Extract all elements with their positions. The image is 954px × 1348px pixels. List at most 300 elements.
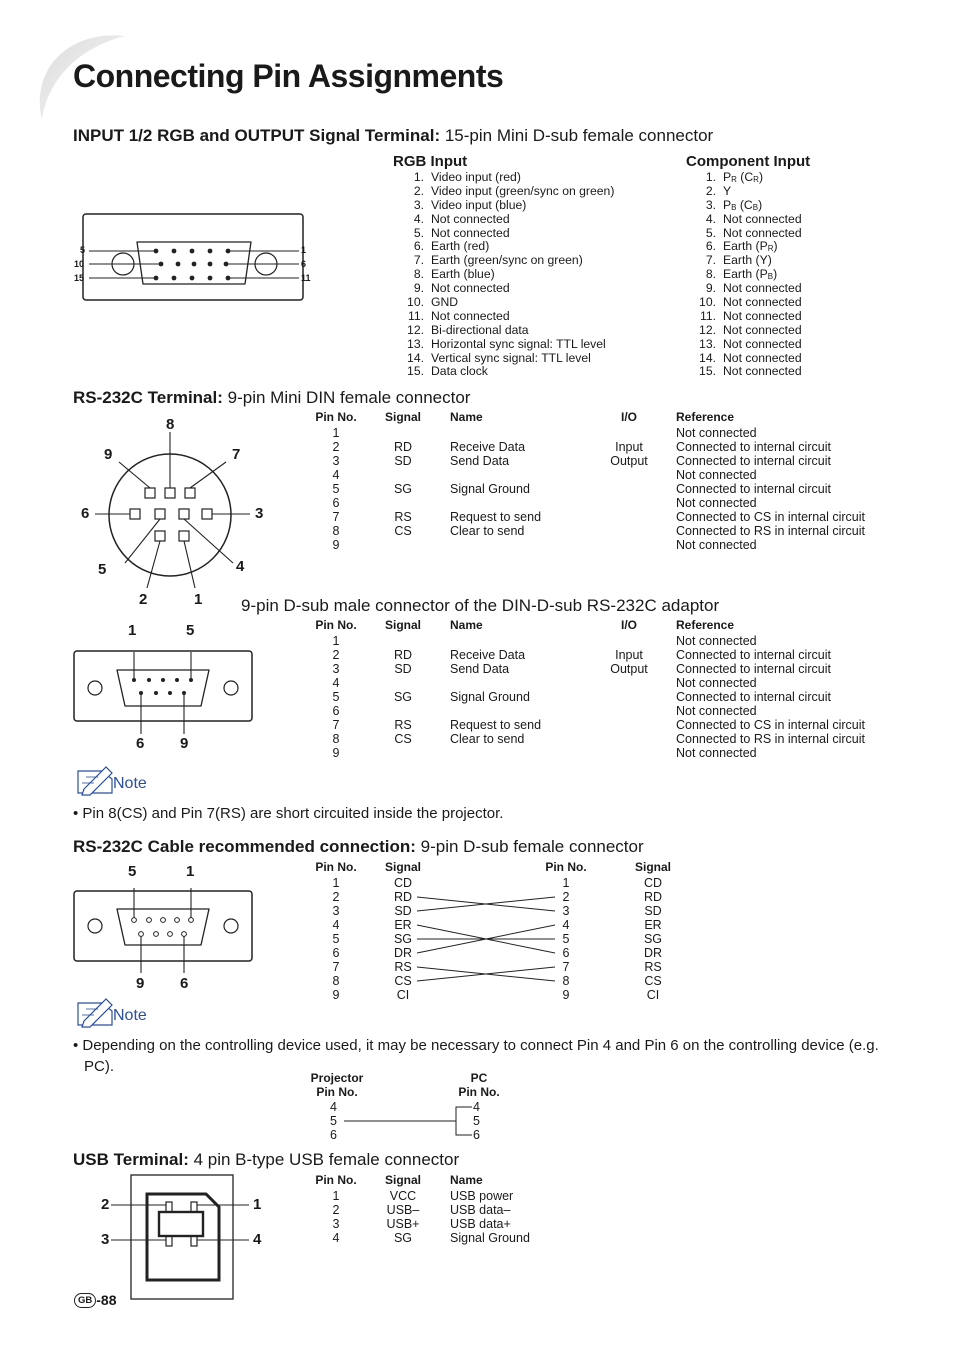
rgb-input-item: [394, 338, 614, 352]
rs232-heading-normal: 9-pin Mini DIN female connector: [222, 388, 471, 407]
table-row: [310, 746, 910, 760]
vga-connector-diagram: [75, 212, 315, 302]
rgb-input-item: [394, 310, 614, 324]
rgb-input-text: Earth (blue): [431, 267, 495, 282]
cable-heading-bold: RS-232C Cable recommended connection:: [73, 837, 416, 856]
rgb-input-item: [394, 185, 614, 199]
page-number: [74, 1292, 116, 1308]
cell-pin: 2: [332, 440, 340, 454]
usb-header-pin: Pin No.: [315, 1173, 357, 1187]
cable-right-pin: 8: [562, 974, 570, 988]
cell-pin: 5: [332, 482, 340, 496]
cell-pin: 4: [332, 468, 340, 482]
header-pin: Pin No.: [315, 410, 357, 424]
din-label-3: 3: [255, 505, 264, 522]
cell-name: Request to send: [450, 718, 542, 732]
rs232-terminal-heading: [73, 388, 470, 408]
cable-left-pin: 1: [332, 876, 340, 890]
cell-name: Signal Ground: [450, 482, 530, 496]
cell-signal: CS: [394, 524, 412, 538]
dsub-female-label-6: 6: [180, 975, 189, 992]
rgb-input-text: Vertical sync signal: TTL level: [431, 350, 591, 365]
cell-signal: SG: [393, 482, 413, 496]
table-row: [310, 440, 910, 454]
page-number-text: -88: [96, 1292, 117, 1308]
rgb-input-item: [394, 324, 614, 338]
rgb-input-text: Video input (blue): [431, 197, 527, 212]
component-input-text: Not connected: [723, 308, 802, 323]
rgb-input-text: Video input (green/sync on green): [431, 183, 615, 198]
component-input-item: [686, 365, 802, 379]
table-row: [310, 676, 910, 690]
rgb-input-list: [394, 171, 614, 379]
cell-ref: Connected to RS in internal circuit: [676, 524, 865, 538]
cell-ref: Not connected: [676, 634, 757, 648]
usb-cell-pin: 1: [332, 1189, 340, 1203]
cable-left-signal: DR: [393, 946, 413, 960]
rgb-input-number: 3.: [413, 197, 424, 212]
cable-right-signal: SD: [644, 904, 662, 918]
rgb-input-text: Not connected: [431, 211, 510, 226]
rgb-input-text: Not connected: [431, 281, 510, 296]
usb-pin-table: [310, 1173, 610, 1245]
rgb-input-number: 2.: [413, 183, 424, 198]
rgb-input-number: 8.: [413, 267, 424, 282]
component-input-text: Earth $(P_B)$: [723, 267, 778, 282]
component-input-number: 15.: [699, 364, 716, 379]
cell-ref: Not connected: [676, 746, 757, 760]
component-input-number: 11.: [699, 308, 716, 323]
table-row: [310, 496, 910, 510]
cable-header-sig_left: Signal: [384, 860, 421, 874]
cell-pin: 8: [332, 732, 340, 746]
cell-pin: 4: [332, 676, 340, 690]
dsub-adaptor-heading: 9-pin D-sub male connector of the DIN-D-sub RS-232C adaptor: [241, 596, 720, 615]
cell-signal: CS: [394, 732, 412, 746]
table-row: [310, 468, 910, 482]
din-label-2: 2: [139, 591, 148, 608]
component-input-text: $P_R$ $(C_R)$: [723, 170, 764, 184]
cable-right-signal: DR: [643, 946, 663, 960]
header-ref: Reference: [676, 618, 735, 632]
cable-left-pin: 2: [332, 890, 340, 904]
cable-left-pin: 6: [332, 946, 340, 960]
cell-signal: SD: [394, 662, 412, 676]
component-input-text: Not connected: [723, 336, 802, 351]
component-input-number: 12.: [699, 322, 716, 337]
cell-name: Send Data: [450, 454, 510, 468]
rgb-input-item: [394, 240, 614, 254]
cell-name: Clear to send: [450, 732, 525, 746]
rgb-input-text: Not connected: [431, 225, 510, 240]
din-label-6: 6: [81, 505, 90, 522]
rgb-input-number: 14.: [407, 350, 424, 365]
component-input-number: 8.: [705, 267, 716, 282]
usb-cell-pin: 2: [332, 1203, 340, 1217]
header-ref: Reference: [676, 410, 735, 424]
note1-bullet: • Pin 8(CS) and Pin 7(RS) are short circuited inside the projector.: [73, 805, 504, 822]
dsub-pin-table: [310, 618, 910, 760]
table-header-row: [310, 618, 910, 632]
rgb-input-item: [394, 254, 614, 268]
usb-cell-signal: USB+: [386, 1217, 420, 1231]
usb-header-name: Name: [450, 1173, 483, 1187]
cable-left-signal: SD: [394, 904, 412, 918]
page-title: Connecting Pin Assignments: [73, 58, 504, 94]
component-input-item: [686, 199, 802, 213]
cable-left-signal: SG: [393, 932, 413, 946]
cell-signal: SG: [393, 690, 413, 704]
usb-label-1: 1: [253, 1196, 262, 1213]
table-row: [310, 426, 910, 440]
component-input-number: 5.: [705, 225, 716, 240]
cell-name: Receive Data: [450, 648, 526, 662]
rgb-input-number: 15.: [407, 364, 424, 379]
rgb-input-text: Data clock: [431, 364, 488, 379]
rs232-pin-table: [310, 410, 910, 552]
cable-right-signal: SG: [643, 932, 663, 946]
note2-text: Depending on the controlling device used, it may be necessary to connect Pin 4 and Pin 6 on the controlling device (e.g. PC).: [82, 1037, 879, 1075]
pc-header: [450, 1071, 508, 1099]
rgb-input-item: [394, 282, 614, 296]
usb-cell-pin: 4: [332, 1231, 340, 1245]
cable-left-signal: CS: [394, 974, 412, 988]
cable-right-pin: 6: [562, 946, 570, 960]
rgb-input-text: Earth (green/sync on green): [431, 253, 583, 268]
cell-name: Request to send: [450, 510, 542, 524]
din-label-7: 7: [232, 446, 241, 463]
cable-left-pin: 8: [332, 974, 340, 988]
component-input-item: [686, 352, 802, 366]
cable-right-pin: 3: [562, 904, 570, 918]
projector-header-text: Projector: [310, 1071, 364, 1085]
component-input-item: [686, 268, 802, 282]
cable-right-pin: 5: [562, 932, 570, 946]
input-terminal-heading-bold: INPUT 1/2 RGB and OUTPUT Signal Terminal:: [73, 126, 441, 145]
note-icon: [76, 997, 116, 1027]
component-input-item: [686, 213, 802, 227]
cell-pin: 7: [332, 510, 340, 524]
cell-signal: RS: [394, 510, 412, 524]
cell-ref: Not connected: [676, 676, 757, 690]
cable-header-pin_right: Pin No.: [545, 860, 587, 874]
component-input-text: Not connected: [723, 225, 802, 240]
cable-right-signal: RD: [643, 890, 663, 904]
cell-pin: 1: [332, 426, 340, 440]
table-row: [310, 482, 910, 496]
component-input-number: 13.: [699, 336, 716, 351]
cell-ref: Not connected: [676, 468, 757, 482]
projector-header-sub: Pin No.: [316, 1085, 358, 1099]
rgb-input-text: Video input (red): [431, 170, 521, 184]
header-name: Name: [450, 618, 483, 632]
component-input-number: 10.: [699, 295, 716, 310]
header-signal: Signal: [384, 410, 421, 424]
table-row: [310, 690, 910, 704]
cell-io: Output: [610, 662, 648, 676]
table-row: [310, 510, 910, 524]
region-badge: GB: [74, 1293, 96, 1308]
component-input-number: 3.: [705, 197, 716, 212]
component-input-number: 1.: [705, 170, 716, 184]
cell-pin: 2: [332, 648, 340, 662]
usb-cell-name: USB data–: [450, 1203, 511, 1217]
cable-right-signal: RS: [644, 960, 662, 974]
dsub-male-label-6: 6: [136, 735, 145, 752]
rgb-input-number: 6.: [413, 239, 424, 254]
component-input-item: [686, 324, 802, 338]
usb-cell-pin: 3: [332, 1217, 340, 1231]
cell-ref: Connected to internal circuit: [676, 662, 831, 676]
component-input-number: 14.: [699, 350, 716, 365]
cell-pin: 7: [332, 718, 340, 732]
cable-heading-normal: 9-pin D-sub female connector: [415, 837, 644, 856]
cell-name: Signal Ground: [450, 690, 530, 704]
usb-cell-signal: SG: [393, 1231, 413, 1245]
cell-signal: SD: [394, 454, 412, 468]
component-input-item: [686, 338, 802, 352]
component-input-item: [686, 227, 802, 241]
pc-pin: 6: [473, 1128, 480, 1142]
note2-bullet: • Depending on the controlling device used, it may be necessary to connect Pin 4 and Pin 6 on the controlling device (e.g. PC).: [73, 1037, 879, 1075]
cell-ref: Not connected: [676, 426, 757, 440]
usb-cell-name: USB data+: [450, 1217, 511, 1231]
rgb-input-number: 5.: [413, 225, 424, 240]
table-row: [310, 704, 910, 718]
cable-right-pin: 7: [562, 960, 570, 974]
usb-heading: [73, 1150, 459, 1170]
dsub-female-diagram: [73, 883, 263, 973]
component-input-text: Not connected: [723, 281, 802, 296]
component-input-item: [686, 254, 802, 268]
table-row: [310, 634, 910, 648]
note2-label: Note: [113, 1007, 147, 1024]
projector-pin-list: [330, 1100, 337, 1142]
cable-left-pin: 9: [332, 988, 340, 1002]
cell-pin: 9: [332, 746, 340, 760]
component-input-text: Not connected: [723, 295, 802, 310]
table-row: [310, 538, 910, 552]
projector-pin: 4: [330, 1100, 337, 1114]
cell-pin: 6: [332, 704, 340, 718]
rgb-input-number: 1.: [413, 170, 424, 184]
component-input-text: Not connected: [723, 322, 802, 337]
table-row: [310, 732, 910, 746]
cable-right-signal: CS: [644, 974, 662, 988]
usb-heading-normal: 4 pin B-type USB female connector: [188, 1150, 460, 1169]
rgb-input-item: [394, 365, 614, 379]
cable-header-pin_left: Pin No.: [315, 860, 357, 874]
header-io: I/O: [620, 410, 637, 424]
usb-cell-signal: VCC: [389, 1189, 417, 1203]
pin-jumper-lines: [340, 1100, 480, 1140]
component-input-item: [686, 171, 802, 185]
cell-ref: Connected to internal circuit: [676, 454, 831, 468]
table-row: [310, 524, 910, 538]
dsub-male-label-1: 1: [128, 622, 137, 639]
rgb-input-item: [394, 199, 614, 213]
cell-pin: 8: [332, 524, 340, 538]
din-label-8: 8: [166, 416, 175, 433]
component-input-item: [686, 310, 802, 324]
component-input-title: Component Input: [686, 153, 811, 170]
cell-io: Output: [610, 454, 648, 468]
component-input-list: [686, 171, 802, 379]
cell-ref: Connected to internal circuit: [676, 648, 831, 662]
component-input-text: Earth $(P_R)$: [723, 239, 778, 254]
table-row: [310, 648, 910, 662]
rgb-input-text: Not connected: [431, 308, 510, 323]
component-input-text: Earth (Y): [723, 253, 772, 268]
dsub-female-label-9: 9: [136, 975, 145, 992]
header-io: I/O: [620, 618, 637, 632]
component-input-item: [686, 185, 802, 199]
rgb-input-item: [394, 171, 614, 185]
cable-right-pin: 9: [562, 988, 570, 1002]
table-row: [310, 454, 910, 468]
cell-ref: Connected to internal circuit: [676, 482, 831, 496]
projector-pin: 5: [330, 1114, 337, 1128]
din-label-1: 1: [194, 591, 203, 608]
component-input-item: [686, 296, 802, 310]
rgb-input-number: 7.: [413, 253, 424, 268]
cell-ref: Connected to RS in internal circuit: [676, 732, 865, 746]
usb-label-4: 4: [253, 1231, 262, 1248]
mini-din-diagram: [95, 420, 295, 620]
rgb-input-number: 13.: [407, 336, 424, 351]
cell-pin: 5: [332, 690, 340, 704]
table-row: [310, 662, 910, 676]
usb-b-connector-diagram: [95, 1172, 275, 1302]
cell-pin: 9: [332, 538, 340, 552]
cable-heading: [73, 837, 644, 857]
usb-label-3: 3: [101, 1231, 110, 1248]
pc-pin: 5: [473, 1114, 480, 1128]
din-label-4: 4: [236, 558, 245, 575]
cell-ref: Not connected: [676, 496, 757, 510]
pc-pin: 4: [473, 1100, 480, 1114]
usb-label-2: 2: [101, 1196, 110, 1213]
component-input-number: 9.: [705, 281, 716, 296]
usb-row: [310, 1189, 610, 1203]
table-row: [310, 718, 910, 732]
vga-label-5: 5: [80, 245, 86, 255]
cable-right-pin: 1: [562, 876, 570, 890]
rgb-input-number: 12.: [407, 322, 424, 337]
component-input-number: 6.: [705, 239, 716, 254]
component-input-number: 4.: [705, 211, 716, 226]
component-input-text: Y: [723, 183, 732, 198]
dsub-male-label-5: 5: [186, 622, 195, 639]
cable-left-signal: CI: [396, 988, 410, 1002]
dsub-male-diagram: [73, 642, 263, 732]
usb-cell-signal: USB–: [386, 1203, 420, 1217]
usb-cell-name: Signal Ground: [450, 1231, 530, 1245]
cell-signal: RD: [393, 440, 413, 454]
cable-right-signal: CI: [646, 988, 660, 1002]
usb-cell-name: USB power: [450, 1189, 514, 1203]
cable-header-sig_right: Signal: [634, 860, 671, 874]
cable-left-signal: CD: [393, 876, 413, 890]
cell-signal: RS: [394, 718, 412, 732]
rgb-input-item: [394, 227, 614, 241]
component-input-text: $P_B$ $(C_B)$: [723, 197, 763, 212]
cable-left-signal: ER: [394, 918, 412, 932]
cell-ref: Connected to internal circuit: [676, 690, 831, 704]
vga-label-11: 11: [301, 273, 311, 283]
usb-row: [310, 1203, 610, 1217]
rs232-heading-bold: RS-232C Terminal:: [73, 388, 223, 407]
cell-name: Receive Data: [450, 440, 526, 454]
component-input-number: 7.: [705, 253, 716, 268]
vga-label-1: 1: [301, 245, 307, 255]
header-signal: Signal: [384, 618, 421, 632]
component-input-item: [686, 240, 802, 254]
rgb-input-number: 4.: [413, 211, 424, 226]
cable-right-pin: 4: [562, 918, 570, 932]
component-input-item: [686, 282, 802, 296]
cable-right-signal: ER: [644, 918, 662, 932]
cell-pin: 6: [332, 496, 340, 510]
cell-ref: Not connected: [676, 538, 757, 552]
cell-ref: Connected to CS in internal circuit: [676, 718, 865, 732]
header-name: Name: [450, 410, 483, 424]
rgb-input-item: [394, 213, 614, 227]
cell-ref: Not connected: [676, 704, 757, 718]
usb-heading-bold: USB Terminal:: [73, 1150, 189, 1169]
cable-left-pin: 5: [332, 932, 340, 946]
cell-io: Input: [615, 648, 643, 662]
projector-header: [308, 1071, 366, 1099]
din-label-9: 9: [104, 446, 113, 463]
rgb-input-number: 9.: [413, 281, 424, 296]
cable-left-pin: 4: [332, 918, 340, 932]
cable-right-signal: CD: [643, 876, 663, 890]
cell-ref: Connected to CS in internal circuit: [676, 510, 865, 524]
cell-io: Input: [615, 440, 643, 454]
cell-name: Clear to send: [450, 524, 525, 538]
cable-left-signal: RS: [394, 960, 412, 974]
component-input-text: Not connected: [723, 211, 802, 226]
cell-pin: 3: [332, 662, 340, 676]
cell-ref: Connected to internal circuit: [676, 440, 831, 454]
pc-header-sub: Pin No.: [458, 1085, 500, 1099]
rgb-input-text: Horizontal sync signal: TTL level: [431, 336, 606, 351]
rgb-input-item: [394, 268, 614, 282]
rgb-input-number: 11.: [407, 308, 424, 323]
cable-left-signal: RD: [393, 890, 413, 904]
vga-label-10: 10: [74, 259, 85, 269]
rgb-input-text: Bi-directional data: [431, 322, 529, 337]
component-input-text: Not connected: [723, 364, 802, 379]
rgb-input-number: 10.: [407, 295, 424, 310]
input-terminal-heading-normal: 15-pin Mini D-sub female connector: [440, 126, 714, 145]
cell-pin: 3: [332, 454, 340, 468]
usb-header-row: [310, 1173, 610, 1187]
cable-header-row: [310, 860, 710, 874]
cell-signal: RD: [393, 648, 413, 662]
input-terminal-heading: [73, 126, 713, 146]
usb-row: [310, 1217, 610, 1231]
rgb-input-text: Earth (red): [431, 239, 490, 254]
usb-row: [310, 1231, 610, 1245]
cell-pin: 1: [332, 634, 340, 648]
rgb-input-item: [394, 352, 614, 366]
component-input-text: Not connected: [723, 350, 802, 365]
vga-label-6: 6: [301, 259, 307, 269]
table-header-row: [310, 410, 910, 424]
dsub-female-label-1: 1: [186, 863, 195, 880]
